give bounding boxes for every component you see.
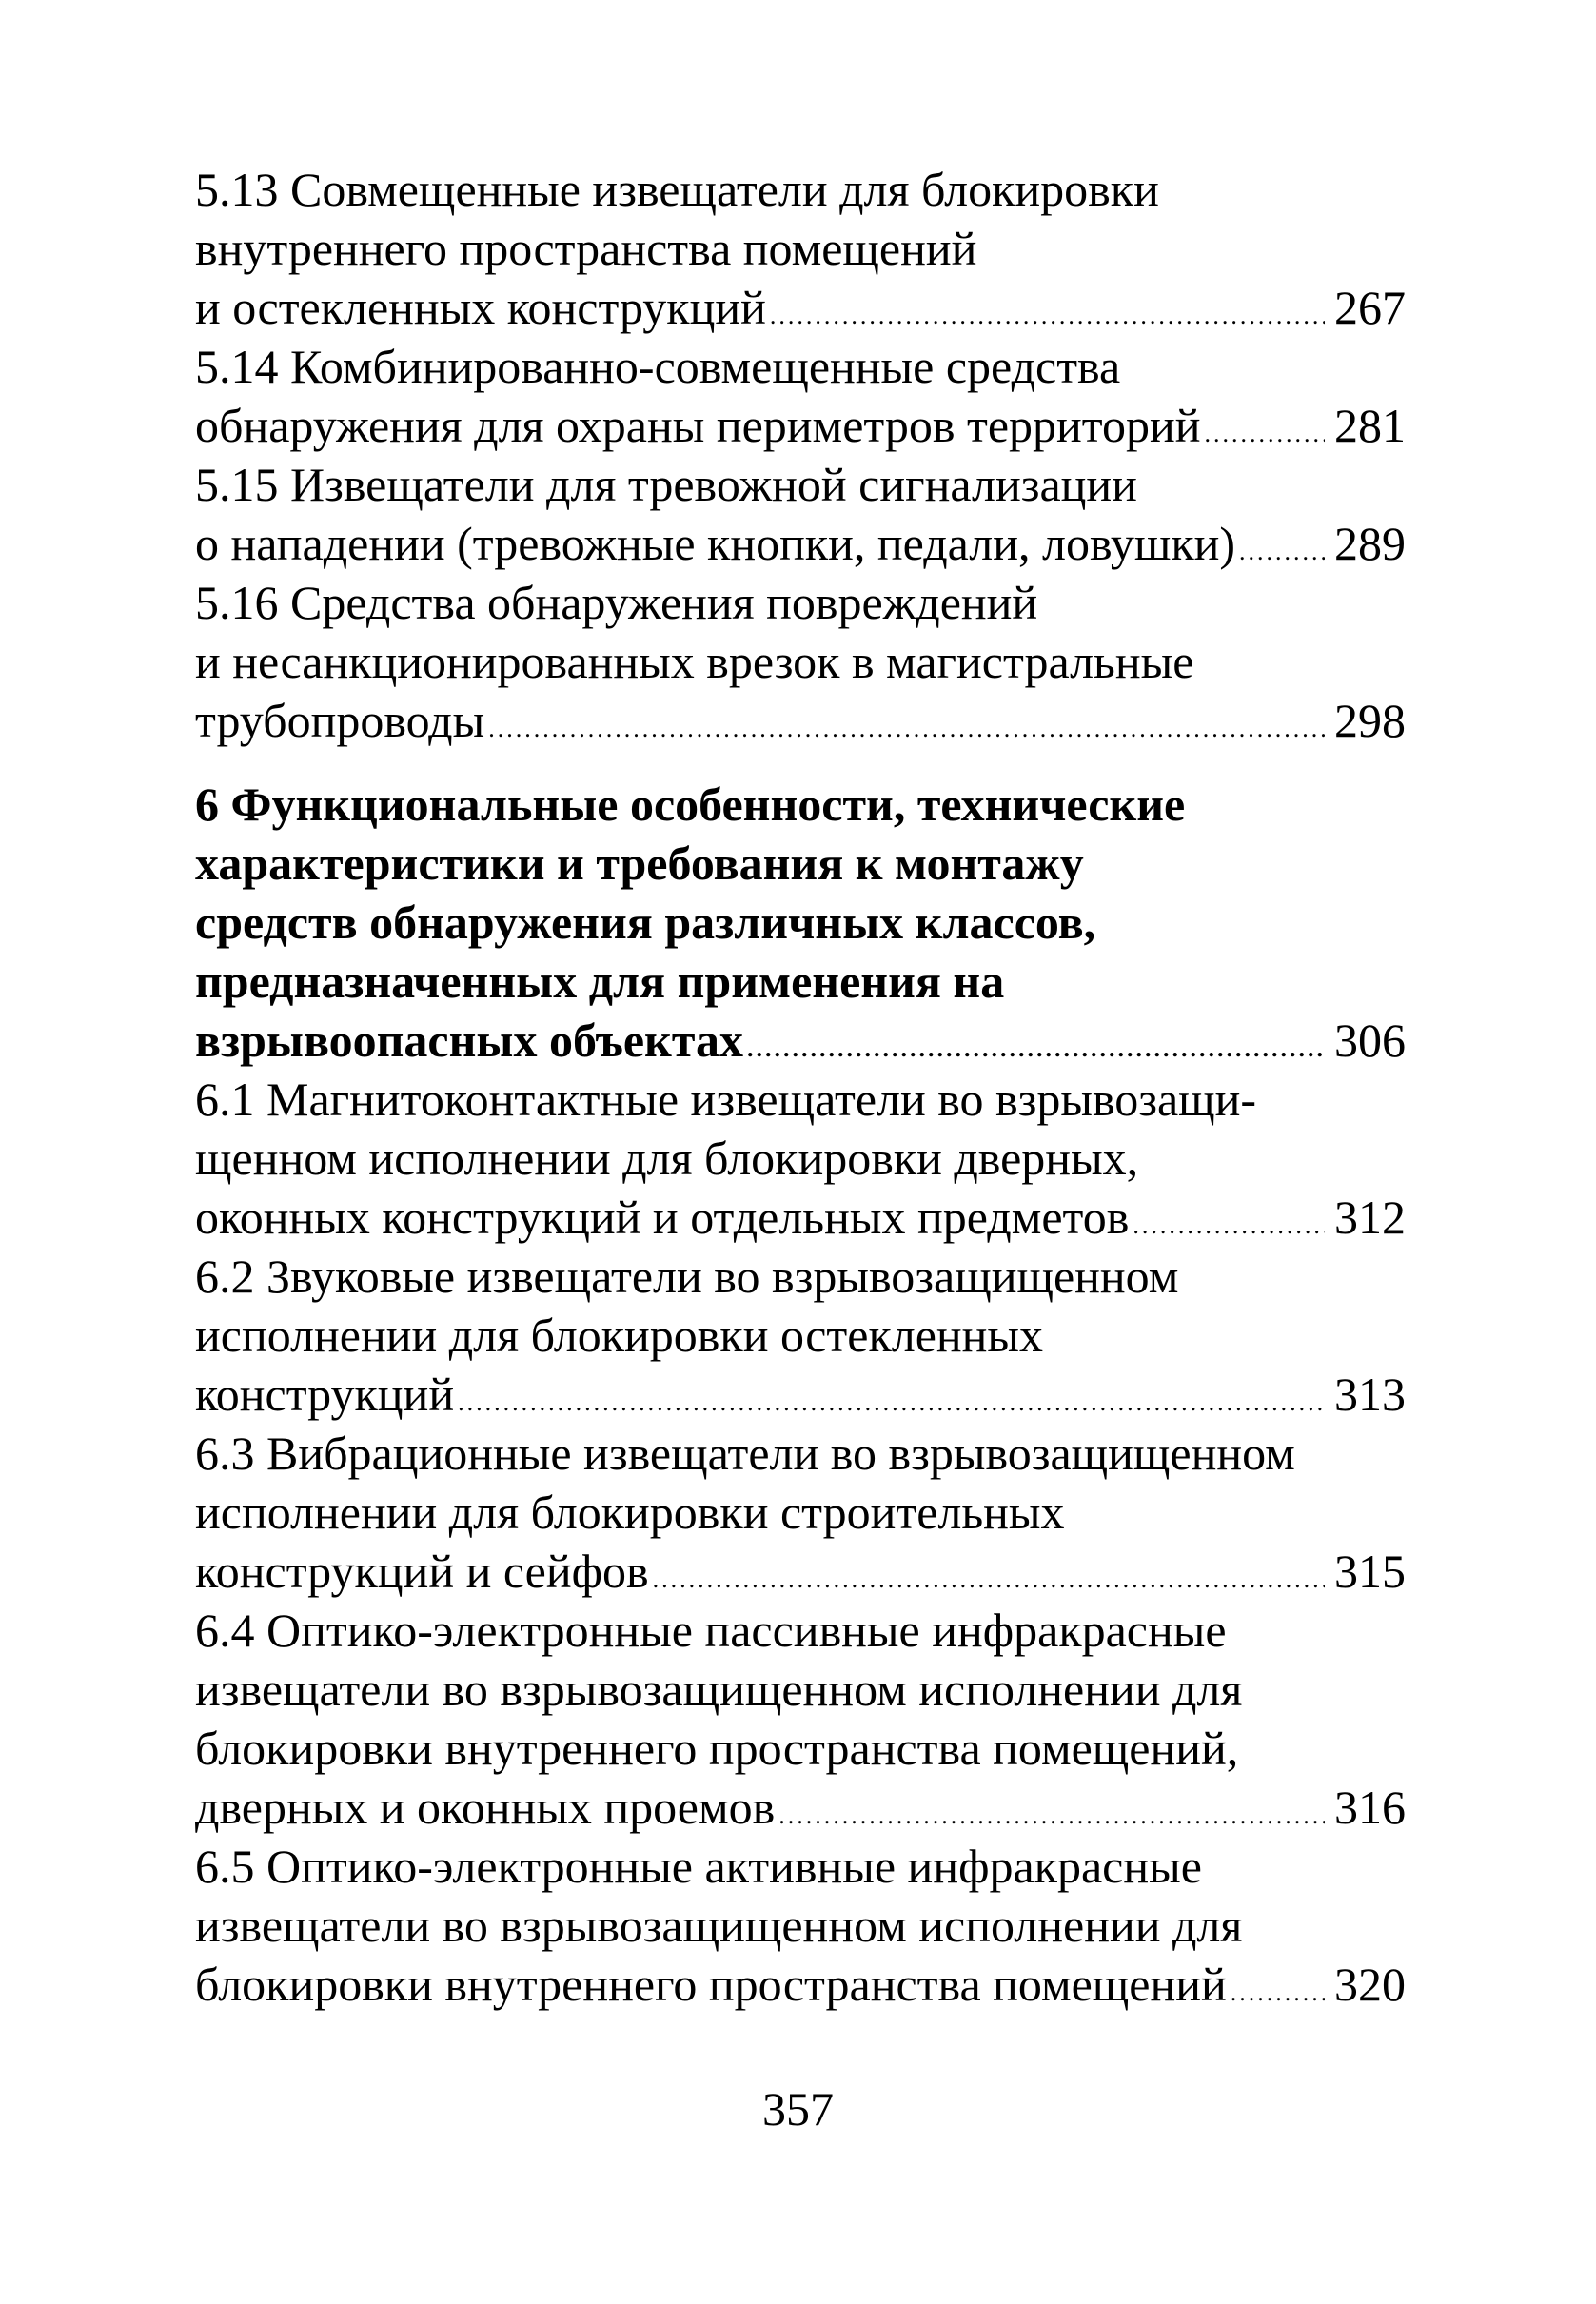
toc-entry-line — [195, 1247, 1406, 1306]
toc-entry-line — [195, 1601, 1406, 1660]
toc-entry — [195, 1247, 1406, 1424]
toc-entry-line — [195, 1483, 1406, 1542]
table-of-contents — [195, 160, 1406, 2014]
toc-entry-line — [195, 834, 1406, 893]
toc-entry-line — [195, 1306, 1406, 1365]
toc-entry-text: трубопроводы — [195, 694, 485, 747]
dot-leader — [1239, 522, 1325, 581]
dot-leader — [1231, 1963, 1325, 2022]
toc-entry-line — [195, 160, 1406, 219]
toc-entry-text: 6.5 Оптико-электронные активные инфракрасные — [195, 1840, 1202, 1893]
toc-entry-text: 5.15 Извещатели для тревожной сигнализации — [195, 458, 1137, 511]
toc-page-number: 289 — [1334, 517, 1406, 570]
toc-entry-line — [195, 1837, 1406, 1896]
toc-page-number: 281 — [1334, 399, 1406, 452]
toc-entry — [195, 573, 1406, 750]
toc-entry-text: 5.16 Средства обнаружения повреждений — [195, 576, 1038, 629]
toc-entry-line — [195, 775, 1406, 834]
toc-entry-line — [195, 1955, 1406, 2014]
toc-entry-text: 6.1 Магнитоконтактные извещатели во взрывозащи- — [195, 1073, 1257, 1126]
toc-entry-line — [195, 396, 1406, 455]
toc-page-number: 313 — [1334, 1368, 1406, 1421]
toc-entry-line — [195, 1778, 1406, 1837]
toc-entry-text: предназначенных для применения на — [195, 955, 1005, 1008]
dot-leader — [1204, 404, 1325, 463]
toc-entry-text: извещатели во взрывозащищенном исполнении для — [195, 1899, 1243, 1952]
toc-entry-line — [195, 278, 1406, 337]
toc-entry-text: блокировки внутреннего пространства помещений — [195, 1958, 1227, 2011]
toc-entry-text: 6.4 Оптико-электронные пассивные инфракрасные — [195, 1604, 1227, 1657]
toc-page-number: 298 — [1334, 694, 1406, 747]
toc-entry-text: извещатели во взрывозащищенном исполнении для — [195, 1663, 1243, 1716]
toc-entry-text: дверных и оконных проемов — [195, 1781, 776, 1834]
page-number: 357 — [762, 2082, 834, 2136]
toc-entry-text: исполнении для блокировки остекленных — [195, 1309, 1043, 1362]
toc-entry-line — [195, 1188, 1406, 1247]
toc-entry-text: щенном исполнении для блокировки дверных, — [195, 1132, 1139, 1185]
toc-entry-text: 6.2 Звуковые извещатели во взрывозащищенном — [195, 1250, 1179, 1303]
toc-entry-text: взрывоопасных объектах — [195, 1014, 744, 1067]
toc-entry-line — [195, 691, 1406, 750]
toc-entry-text: 5.13 Совмещенные извещатели для блокировки — [195, 163, 1159, 216]
toc-entry-line — [195, 219, 1406, 278]
toc-page-number: 306 — [1334, 1014, 1406, 1067]
toc-entry — [195, 160, 1406, 337]
toc-entry-line — [195, 1365, 1406, 1424]
toc-entry-line — [195, 1896, 1406, 1955]
toc-entry — [195, 775, 1406, 1070]
toc-entry-line — [195, 1660, 1406, 1719]
toc-entry-line — [195, 337, 1406, 396]
toc-entry — [195, 1601, 1406, 1837]
toc-page-number: 312 — [1334, 1191, 1406, 1244]
toc-entry-line — [195, 514, 1406, 573]
dot-leader — [488, 699, 1325, 758]
toc-entry-text: исполнении для блокировки строительных — [195, 1486, 1065, 1539]
toc-entry-text: характеристики и требования к монтажу — [195, 837, 1084, 890]
toc-entry-line — [195, 455, 1406, 514]
toc-entry-line — [195, 1719, 1406, 1778]
toc-entry-text: блокировки внутреннего пространства помещений, — [195, 1722, 1239, 1775]
toc-entry-text: конструкций и сейфов — [195, 1545, 649, 1598]
toc-entry-text: обнаружения для охраны периметров территорий — [195, 399, 1201, 452]
toc-entry-text: конструкций — [195, 1368, 455, 1421]
toc-entry-line — [195, 573, 1406, 632]
toc-entry-text: 6 Функциональные особенности, технические — [195, 778, 1186, 831]
toc-entry-text: оконных конструкций и отдельных предметов — [195, 1191, 1130, 1244]
toc-entry — [195, 1837, 1406, 2014]
toc-page-number: 320 — [1334, 1958, 1406, 2011]
toc-page-number: 267 — [1334, 281, 1406, 334]
toc-entry-line — [195, 952, 1406, 1011]
toc-entry-line — [195, 1011, 1406, 1070]
toc-entry-line — [195, 1129, 1406, 1188]
toc-entry-text: и остекленных конструкций — [195, 281, 766, 334]
toc-entry — [195, 455, 1406, 573]
toc-entry — [195, 337, 1406, 455]
toc-entry — [195, 1070, 1406, 1247]
toc-entry-text: 5.14 Комбинированно-совмещенные средства — [195, 340, 1121, 393]
toc-entry-line — [195, 1424, 1406, 1483]
toc-entry-text: о нападении (тревожные кнопки, педали, ловушки) — [195, 517, 1236, 570]
toc-page-number: 315 — [1334, 1545, 1406, 1598]
toc-entry-line — [195, 1070, 1406, 1129]
toc-entry-text: средств обнаружения различных классов, — [195, 896, 1096, 949]
toc-page-number: 316 — [1334, 1781, 1406, 1834]
toc-entry — [195, 1424, 1406, 1601]
toc-entry-line — [195, 632, 1406, 691]
toc-entry-line — [195, 893, 1406, 952]
toc-entry-text: 6.3 Вибрационные извещатели во взрывозащищенном — [195, 1427, 1295, 1480]
toc-entry-text: внутреннего пространства помещений — [195, 222, 977, 275]
toc-entry-line — [195, 1542, 1406, 1601]
toc-entry-text: и несанкционированных врезок в магистральные — [195, 635, 1194, 688]
